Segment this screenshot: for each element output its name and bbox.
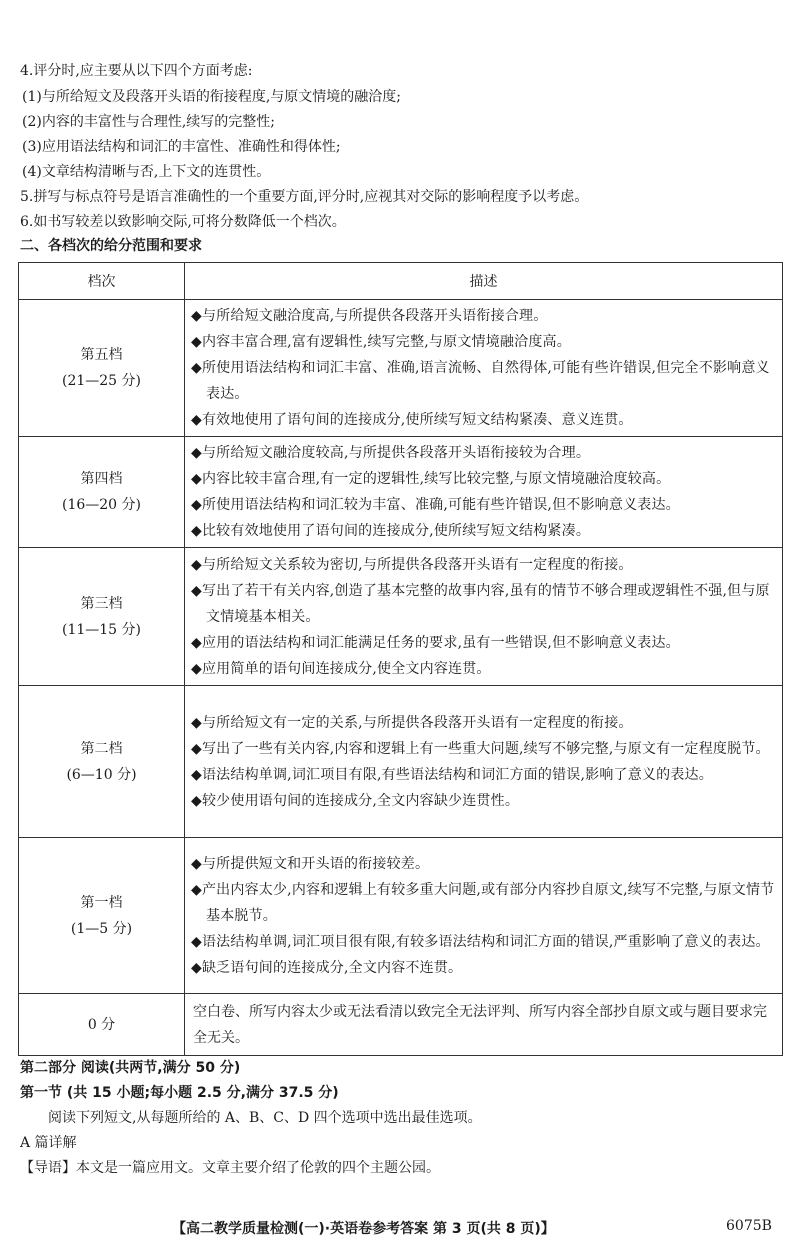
description-item: ◆写出了一些有关内容,内容和逻辑上有一些重大问题,续写不够完整,与原文有一定程度脱节。 — [191, 740, 770, 757]
level-range: (6—10 分) — [66, 766, 137, 783]
criteria-sub-1: (1)与所给短文及段落开头语的衔接程度,与原文情境的融洽度; — [22, 89, 401, 105]
table-row — [19, 300, 783, 437]
description-item: ◆应用的语法结构和词汇能满足任务的要求,虽有一些错误,但不影响意义表达。 — [191, 634, 680, 651]
description-cell — [185, 686, 783, 838]
section1-title: 第一节 (共 15 小题;每小题 2.5 分,满分 37.5 分) — [20, 1085, 339, 1101]
part2-title: 第二部分 阅读(共两节,满分 50 分) — [20, 1060, 241, 1076]
level-cell — [19, 838, 185, 994]
description-item: ◆与所给短文融洽度高,与所提供各段落开头语衔接合理。 — [191, 308, 548, 324]
description-item: ◆产出内容太少,内容和逻辑上有较多重大问题,或有部分内容抄自原文,续写不完整,与原文情节基本脱节。 — [191, 881, 775, 924]
table-row — [19, 994, 783, 1056]
level-name: 第三档 — [80, 595, 123, 612]
level-name: 第五档 — [80, 347, 123, 363]
level-range: (21—25 分) — [61, 373, 141, 389]
level-range: (16—20 分) — [61, 497, 141, 513]
table-row — [19, 686, 783, 838]
level-range: (1—5 分) — [70, 920, 133, 937]
criteria-sub-3: (3)应用语法结构和词汇的丰富性、准确性和得体性; — [22, 139, 341, 155]
header-level: 档次 — [19, 263, 185, 300]
description-item: ◆应用简单的语句间连接成分,使全文内容连贯。 — [191, 660, 491, 677]
table-row — [19, 838, 783, 994]
table-row — [19, 548, 783, 686]
table-row — [19, 437, 783, 548]
description-cell — [185, 300, 783, 437]
description-item: ◆内容比较丰富合理,有一定的逻辑性,续写比较完整,与原文情境融洽度较高。 — [191, 471, 671, 487]
description-cell — [185, 548, 783, 686]
grading-table — [18, 262, 783, 1056]
reading-instruction: 阅读下列短文,从每题所给的 A、B、C、D 四个选项中选出最佳选项。 — [48, 1110, 482, 1126]
level-name: 第一档 — [80, 894, 123, 911]
description-item: ◆语法结构单调,词汇项目很有限,有较多语法结构和词汇方面的错误,严重影响了意义的表达。 — [191, 933, 770, 950]
level-cell — [19, 686, 185, 838]
description-cell: 空白卷、所写内容太少或无法看清以致完全无法评判、所写内容全部抄自原文或与题目要求完全无关。 — [185, 994, 783, 1056]
description-item: ◆有效地使用了语句间的连接成分,使所续写短文结构紧凑、意义连贯。 — [191, 412, 633, 428]
criteria-sub-4: (4)文章结构清晰与否,上下文的连贯性。 — [22, 164, 271, 180]
description-item: ◆写出了若干有关内容,创造了基本完整的故事内容,虽有的情节不够合理或逻辑性不强,但与原文情境基本相关。 — [191, 582, 770, 625]
passage-a-heading: A 篇详解 — [20, 1135, 77, 1151]
level-name: 第二档 — [80, 740, 123, 757]
criteria-item-6: 6.如书写较差以致影响交际,可将分数降低一个档次。 — [20, 214, 346, 230]
description-item: ◆内容丰富合理,富有逻辑性,续写完整,与原文情境融洽度高。 — [191, 334, 571, 350]
level-range: (11—15 分) — [61, 621, 141, 638]
description-item: ◆所使用语法结构和词汇丰富、准确,语言流畅、自然得体,可能有些许错误,但完全不影响意义表达。 — [191, 360, 770, 402]
criteria-item-5: 5.拼写与标点符号是语言准确性的一个重要方面,评分时,应视其对交际的影响程度予以考虑。 — [20, 189, 589, 205]
description-item: ◆与所给短文有一定的关系,与所提供各段落开头语有一定程度的衔接。 — [191, 714, 633, 731]
footer-code: 6075B — [726, 1218, 772, 1234]
description-cell — [185, 437, 783, 548]
level-name: 第四档 — [80, 471, 123, 487]
section-title: 二、各档次的给分范围和要求 — [20, 238, 202, 254]
footer-title: 【高二教学质量检测(一)·英语卷参考答案 第 3 页(共 8 页)】 — [172, 1221, 555, 1237]
description-item: ◆与所给短文关系较为密切,与所提供各段落开头语有一定程度的衔接。 — [191, 556, 633, 573]
description-cell — [185, 838, 783, 994]
level-cell — [19, 437, 185, 548]
description-item: ◆较少使用语句间的连接成分,全文内容缺少连贯性。 — [191, 792, 520, 809]
level-cell — [19, 300, 185, 437]
description-item: ◆所使用语法结构和词汇较为丰富、准确,可能有些许错误,但不影响意义表达。 — [191, 497, 680, 513]
description-item: ◆语法结构单调,词汇项目有限,有些语法结构和词汇方面的错误,影响了意义的表达。 — [191, 766, 713, 783]
level-cell: 0 分 — [19, 994, 185, 1056]
description-item: ◆缺乏语句间的连接成分,全文内容不连贯。 — [191, 959, 463, 976]
criteria-sub-2: (2)内容的丰富性与合理性,续写的完整性; — [22, 114, 275, 130]
description-item: ◆与所给短文融洽度较高,与所提供各段落开头语衔接较为合理。 — [191, 445, 591, 461]
table-header-row — [19, 263, 783, 300]
description-item: ◆与所提供短文和开头语的衔接较差。 — [191, 855, 430, 872]
criteria-item-4: 4.评分时,应主要从以下四个方面考虑: — [20, 63, 253, 79]
description-item: ◆比较有效地使用了语句间的连接成分,使所续写短文结构紧凑。 — [191, 523, 591, 539]
passage-a-intro: 【导语】本文是一篇应用文。文章主要介绍了伦敦的四个主题公园。 — [20, 1160, 440, 1176]
header-description: 描述 — [185, 263, 783, 300]
level-cell — [19, 548, 185, 686]
